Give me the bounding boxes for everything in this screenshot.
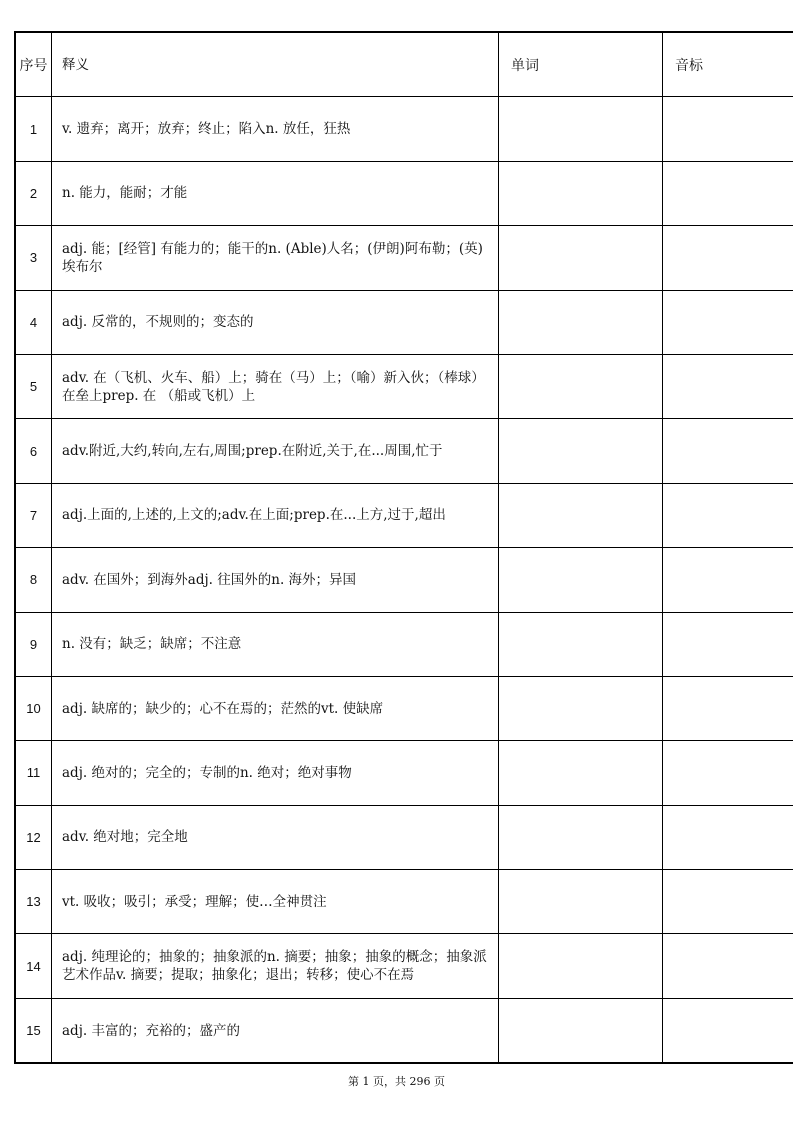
row-meaning: n. 能力，能耐；才能: [52, 161, 499, 225]
table-row: [15, 934, 793, 998]
row-phonetic-cell[interactable]: [663, 998, 793, 1063]
row-meaning: adj. 反常的，不规则的；变态的: [52, 290, 499, 354]
table-row: [15, 226, 793, 290]
row-word-cell[interactable]: [499, 870, 663, 934]
row-index: 1: [15, 97, 52, 161]
row-meaning: adj. 丰富的；充裕的；盛产的: [52, 998, 499, 1063]
row-word-cell[interactable]: [499, 290, 663, 354]
row-phonetic-cell[interactable]: [663, 290, 793, 354]
row-index: 2: [15, 161, 52, 225]
row-word-cell[interactable]: [499, 354, 663, 418]
row-meaning: adj. 纯理论的；抽象的；抽象派的n. 摘要；抽象；抽象的概念；抽象派艺术作品v. 摘要；提取；抽象化；退出；转移；使心不在焉: [52, 934, 499, 998]
row-word-cell[interactable]: [499, 741, 663, 805]
table-row: [15, 870, 793, 934]
row-phonetic-cell[interactable]: [663, 354, 793, 418]
row-meaning: adv. 在国外；到海外adj. 往国外的n. 海外；异国: [52, 548, 499, 612]
table-row: [15, 97, 793, 161]
row-index: 13: [15, 870, 52, 934]
table-row: [15, 548, 793, 612]
table-header-row: [15, 32, 793, 97]
row-meaning: adv. 在（飞机、火车、船）上；骑在（马）上；（喻）新入伙；（棒球）在垒上prep. 在 （船或飞机）上: [52, 354, 499, 418]
header-word: 单词: [499, 32, 663, 97]
row-index: 7: [15, 483, 52, 547]
row-meaning: adj. 能；[经管] 有能力的；能干的n. (Able)人名；(伊朗)阿布勒；(英)埃布尔: [52, 226, 499, 290]
row-phonetic-cell[interactable]: [663, 741, 793, 805]
table-row: [15, 483, 793, 547]
row-meaning: vt. 吸收；吸引；承受；理解；使…全神贯注: [52, 870, 499, 934]
row-word-cell[interactable]: [499, 612, 663, 676]
table-row: [15, 161, 793, 225]
row-index: 4: [15, 290, 52, 354]
row-phonetic-cell[interactable]: [663, 483, 793, 547]
table-row: [15, 290, 793, 354]
table-row: [15, 998, 793, 1063]
row-phonetic-cell[interactable]: [663, 870, 793, 934]
row-word-cell[interactable]: [499, 97, 663, 161]
header-index: 序号: [15, 32, 52, 97]
row-phonetic-cell[interactable]: [663, 226, 793, 290]
row-word-cell[interactable]: [499, 226, 663, 290]
row-meaning: adv. 绝对地；完全地: [52, 805, 499, 869]
row-meaning: adj.上面的,上述的,上文的;adv.在上面;prep.在...上方,过于,超出: [52, 483, 499, 547]
row-index: 3: [15, 226, 52, 290]
row-word-cell[interactable]: [499, 161, 663, 225]
row-meaning: n. 没有；缺乏；缺席；不注意: [52, 612, 499, 676]
table-row: [15, 419, 793, 483]
row-word-cell[interactable]: [499, 998, 663, 1063]
row-index: 5: [15, 354, 52, 418]
row-word-cell[interactable]: [499, 483, 663, 547]
row-phonetic-cell[interactable]: [663, 161, 793, 225]
row-phonetic-cell[interactable]: [663, 419, 793, 483]
row-phonetic-cell[interactable]: [663, 805, 793, 869]
row-index: 15: [15, 998, 52, 1063]
row-phonetic-cell[interactable]: [663, 612, 793, 676]
vocabulary-table: [14, 31, 793, 1064]
header-phonetic: 音标: [663, 32, 793, 97]
row-word-cell[interactable]: [499, 676, 663, 740]
row-phonetic-cell[interactable]: [663, 97, 793, 161]
table-row: [15, 612, 793, 676]
row-index: 8: [15, 548, 52, 612]
row-phonetic-cell[interactable]: [663, 676, 793, 740]
header-meaning: 释义: [52, 32, 499, 97]
row-meaning: v. 遗弃；离开；放弃；终止；陷入n. 放任，狂热: [52, 97, 499, 161]
row-index: 11: [15, 741, 52, 805]
row-meaning: adj. 缺席的；缺少的；心不在焉的；茫然的vt. 使缺席: [52, 676, 499, 740]
table-row: [15, 676, 793, 740]
row-index: 6: [15, 419, 52, 483]
row-word-cell[interactable]: [499, 548, 663, 612]
row-index: 12: [15, 805, 52, 869]
table-row: [15, 805, 793, 869]
row-index: 10: [15, 676, 52, 740]
page-number: 第 1 页，共 296 页: [348, 1075, 445, 1088]
row-phonetic-cell[interactable]: [663, 548, 793, 612]
row-phonetic-cell[interactable]: [663, 934, 793, 998]
row-word-cell[interactable]: [499, 805, 663, 869]
row-meaning: adj. 绝对的；完全的；专制的n. 绝对；绝对事物: [52, 741, 499, 805]
row-index: 9: [15, 612, 52, 676]
row-meaning: adv.附近,大约,转向,左右,周围;prep.在附近,关于,在...周围,忙于: [52, 419, 499, 483]
row-index: 14: [15, 934, 52, 998]
table-row: [15, 354, 793, 418]
row-word-cell[interactable]: [499, 934, 663, 998]
row-word-cell[interactable]: [499, 419, 663, 483]
table-row: [15, 741, 793, 805]
